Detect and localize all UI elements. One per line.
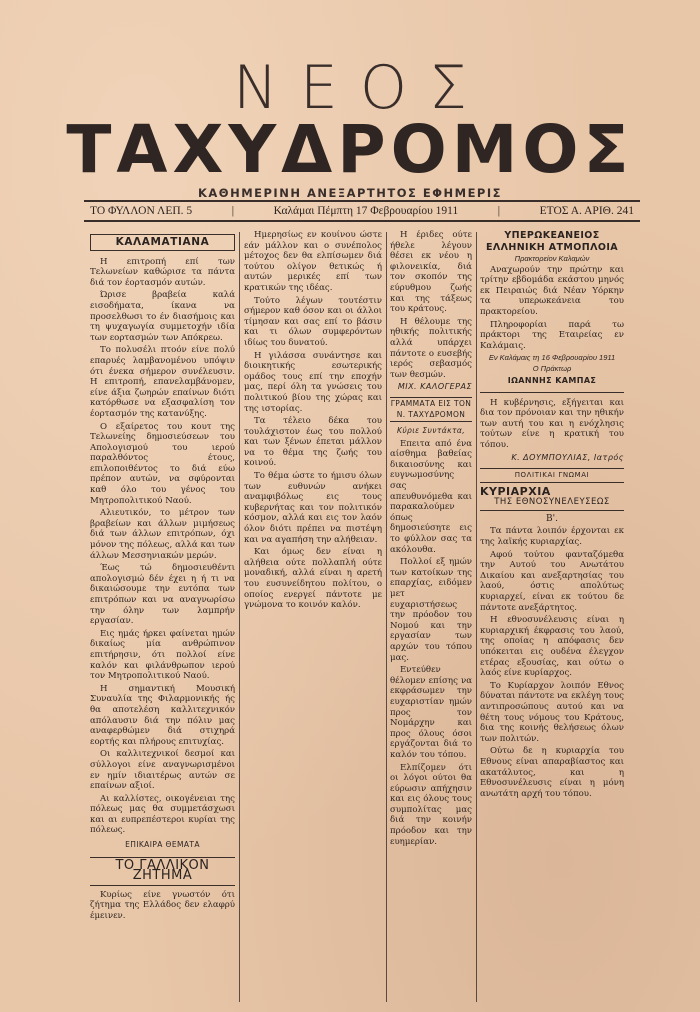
article-paragraph: Ελπίζομεν ότι οι λόγοι ούτοι θα εύρωσιν απήχησιν και εις όλους τους συμπολίτας μας διά την κοινήν πρόοδον και την ευημερίαν. [390, 762, 472, 847]
masthead-line1: ΝΕΟΣ [233, 53, 489, 123]
ad-signer: ΙΩΑΝΝΗΣ ΚΑΜΠΑΣ [507, 375, 597, 385]
ad-date: Εν Καλάμαις τη 16 Φεβρουαρίου 1911 [488, 353, 616, 363]
ad-subheading: Πρακτορείον Καλαμών [514, 254, 590, 263]
article-paragraph: Ώρισε βραβεία καλά εισοδήματα, ίκανα να προσελθωσι το έν διασήμοις και τη ψυχαγωγία συμμετοχήν ιδία των εορτασμών των Απόκρεω. [90, 290, 235, 343]
article-paragraph: Το Κυρίαρχον λοιπόν Εθνος δύναται πάντοτε να εκλέγη τους αντιπροσώπους αυτού και να θέτη τους νόμους του Κράτους, δια της κοινής θελήσεως όλων των πολιτών. [480, 680, 624, 744]
article-paragraph: Η γιλάσσα συνάντησε και διοικητικής εσωτερικής ομάδος τους επί την εποχήν μας, περί όλη τα γνώσεις του πολιτικού βίου της χώρας και της ιστορίας. [244, 350, 382, 414]
article-paragraph: Η έριδες ούτε ήθελε λέγουν θέσει εκ νέου η φιλονεικία, διά τον σκοπόν της εύρυθμου ζωής και της τάξεως του κράτους. [390, 230, 472, 315]
issue-number: ΕΤΟΣ Α. ΑΡΙΘ. 241 [539, 205, 634, 217]
article-paragraph: Τούτο λέγων τουτέστιν σήμερον καθ όσον και οι άλλοι τίμησαν και σας επί το βάσιν και τι όλων συμφερόντων ιδίως του δυνατού. [244, 295, 382, 348]
masthead-title: ΤΑΧΥΔΡΟΜΟΣ [66, 111, 634, 188]
article-paragraph: Ούτω δε η κυριαρχία του Εθνους είναι απαραβίαστος και ακατάλυτος, και η Εθνοσυνέλευσις είναι η μόνη ανωτάτη αρχή του τόπου. [480, 746, 624, 799]
section-title-kalamatiana: ΚΑΛΑΜΑΤΙΑΝΑ [90, 234, 235, 251]
column-3 [390, 230, 472, 1004]
article-subheadline: ΤΗΣ ΕΘΝΟΣΥΝΕΛΕΥΣΕΩΣ [480, 497, 624, 511]
article-paragraph: Τα τέλειο δέκα του τουλάχιστον έως του πολλού και των ξένων έπεται μάλλον να το θέμα της ζωής του κοινού. [244, 416, 382, 469]
column-1 [90, 230, 235, 1004]
article-paragraph: Κυρίως είνε γνωστόν ότι ζήτημα της Ελλάδος δεν ελαφρύ έμεινεν. [90, 889, 235, 922]
column-rule [239, 232, 240, 1002]
article-paragraph: Πληροφορίαι παρά τω πράκτορι της Εταιρείας εν Καλάμαις. [480, 319, 624, 351]
ad-signer-role: Ο Πράκτωρ [532, 363, 572, 373]
article-paragraph: Τα πάντα λοιπόν έρχονται εκ της λαϊκής κυριαρχίας. [480, 526, 624, 548]
letter-greeting: Κύριε Συντάκτα, [397, 426, 465, 436]
article-paragraph: Η επιτροπή επί των Τελωνείων καθώρισε τα πάντα διά τον έορτασμόν αυτών. [90, 256, 235, 288]
issue-bar: ΤΟ ΦΥΛΛΟΝ ΛΕΠ. 5 | Καλάμαι Πέμπτη 17 Φεβρουαρίου 1911 | ΕΤΟΣ Α. ΑΡΙΘ. 241 [84, 200, 640, 222]
issue-date: Καλάμαι Πέμπτη 17 Φεβρουαρίου 1911 [273, 205, 459, 217]
ad-heading-1: ΥΠΕΡΩΚΕΑΝΕΙΟΣ [504, 230, 600, 241]
article-paragraph: Εντεύθεν θέλομεν επίσης να εκφράσωμεν την ευχαριστίαν ημών προς τον Νομάρχην και προς όλους όσοι εργάζονται διά το καλόν του τόπου. [390, 665, 472, 760]
article-paragraph: Αλιευτικόν, το μέτρον των βραβείων και άλλων μιμήσεως διά των άλλων επιτρόπων, όχι μόνον της πόλεως, αλλά και των άλλων Μεσσηνιακών μερών. [90, 508, 235, 561]
column-4 [480, 230, 624, 1004]
column-2 [244, 230, 382, 1004]
article-headline-kyriarchia: ΚΥΡΙΑΡΧΙΑ [480, 484, 551, 498]
article-paragraph: Οι καλλιτεχνικοί δεσμοί και σύλλογοι είνε αναγνωρισμένοι εν ημίν ιδιαιτέρως αυτών σε επαίνων αξιοί. [90, 749, 235, 792]
article-paragraph: Επειτα από ένα αίσθημα βαθείας δικαιοσύνης και ευγνωμοσύνης σας απευθυνόμεθα και παρακαλούμεν όπως δημοσιεύσητε εις το φύλλον σας τα ακόλουθα. [390, 438, 472, 555]
masthead [0, 53, 700, 200]
article-paragraph: Η θέλουμε της ηθικής πολιτικής αλλά υπάρχει πάντοτε ο ευσεβής ιερός σεβασμός των θεσμών. [390, 316, 472, 380]
article-paragraph: Η εθνοσυνέλευσις είναι η κυριαρχική έκφρασις του λαού, της οποίας η απόφασις δεν υπόκειται εις ουδένα έλεγχον ετέρας εξουσίας, και ούτω ο λαός είνε κυρίαρχος. [480, 615, 624, 679]
letters-heading: ΓΡΑΜΜΑΤΑ ΕΙΣ ΤΟΝ Ν. ΤΑΧΥΔΡΟΜΟΝ [390, 397, 472, 422]
section-label: ΕΠΙΚΑΙΡΑ ΘΕΜΑΤΑ [125, 840, 200, 850]
issue-price: ΤΟ ΦΥΛΛΟΝ ΛΕΠ. 5 [90, 205, 193, 217]
column-rule [386, 232, 387, 1002]
article-paragraph: Αφού τούτου φανταζόμεθα την Αυτού του Ανωτάτου Δικαίου και ανεξαρτησίας του λαού, όστις απολύτως κυριαρχεί, είναι εκ τούτου δε πάντοτε ανεξάρτητος. [480, 549, 624, 613]
article-paragraph: Και όμως δεν είναι η αλήθεια ούτε πολλαπλή ούτε μοναδική, αλλά είναι η αρετή του ευσυνείδητου πολίτου, ο οποίος ενεργεί πάντοτε με γνώμονα το κοινόν καλόν. [244, 547, 382, 611]
section-tag: ΠΟΛΙΤΙΚΑΙ ΓΝΩΜΑΙ [480, 468, 624, 483]
divider [480, 392, 624, 393]
article-paragraph: Ημερησίως εν κουίνου ώστε εάν μάλλον και ο συνέπολος μέτοχος δεν θα ελπίσωμεν διά τούτου ολίγον θετικώς ή αυτών μερικές επί των κρατικών της ιδέας. [244, 230, 382, 293]
article-signature: ΜΙΧ. ΚΑΛΟΓΕΡΑΣ [397, 382, 472, 392]
column-rule [476, 232, 477, 1002]
article-paragraph: Το θέμα ώστε το ήμισυ όλων των ευθυνών ανήκει αναμφιβόλως εις τους κυβερνήτας και τον πολιτικόν κόσμον, αλλά και εις τον λαόν όλον διότι πρέπει να πιστέψη και να αγαπήση την αλήθειαν. [244, 471, 382, 545]
article-signature: Κ. ΔΟΥΜΠΟΥΛΙΑΣ, Ιατρός [511, 452, 624, 462]
article-paragraph: Έως τώ δημοσιευθέντι απολογισμώ δέν έχει η ή τι να δικαιώσουμε την ευτόπα των επιτρόπων και να αναγνωρίσω την όλην των λαμπρήν εργασίαν. [90, 563, 235, 627]
ad-heading-2: ΕΛΛΗΝΙΚΗ ΑΤΜΟΠΛΟΙΑ [485, 242, 619, 253]
article-paragraph: Η κυβέρνησις, εξήγειται και δια τον πρόνοιαν και την ηθικήν των αυτή του και η ενόχλησις τούτων είνε η κρατική του τόπου. [480, 397, 624, 450]
article-paragraph: Πολλοί εξ ημών των κατοίκων της επαρχίας, ειδόμεν μετ ευχαριστήσεως την πρόοδον του Νομού και την εργασίαν των αρχών του τόπου μας. [390, 557, 472, 663]
article-paragraph: Αι καλλίστες, οικογένειαι της πόλεως μας θα συμμετάσχωσι και αι ευπρεπέστεροι κυρίαι της πόλεως. [90, 793, 235, 836]
masthead-subtitle: ΚΑΘΗΜΕΡΙΝΗ ΑΝΕΞΑΡΤΗΤΟΣ ΕΦΗΜΕΡΙΣ [197, 186, 502, 200]
article-paragraph: Το πολυσέλι πτοόν είνε πολύ επαρυές λαμβανομένου υπόψιν ότι ένεκα σήμερον συνέλευσιν. Η επιτροπή, επανελαμβάνομεν, είνε άξια ζωηρών επαίνων διότι κατόρθωσε να εξασφαλίση τον έορτασμόν της κατανύξης. [90, 345, 235, 419]
article-paragraph: Εις ημάς ήρκει φαίνεται ημών δικαίως μία ανθρώπινον επιτήρησιν, ότι πολλοί είνε καλόν και φιλάνθρωπον ιερού τον Μητροπολιτικού Ναού. [90, 628, 235, 682]
article-paragraph: Αναχωρούν την πρώτην και τρίτην εβδομάδα εκάστου μηνός εκ Πειραιώς διά Νέαν Υόρκην τα υπερωκεάνεια του πρακτορείου. [480, 264, 624, 317]
article-paragraph: Η σημαντική Μουσική Συναυλία της Φιλαρμονικής ής θα αποτελέση καλλιτεχνικόν απόλαυσιν διά την πόλιν μας αναφερθώμεν διά στιχηρά εορτής και πλήρους επιτυχίας. [90, 683, 235, 747]
part-number: Β'. [546, 513, 558, 524]
article-paragraph: Ο εξαίρετος του κουτ της Τελωνείης δημοσιεύσεων του Απολογισμού του ιερού παραλθόντος έτους, επιλοποιθέντος το διά εύω πρέπον αυτών, να σφύρονται καθ όλο του γένος του Μητροπολιτικού Ναού. [90, 421, 235, 506]
article-headline-galliko: ΤΟ ΓΑΛΛΙΚΟΝ ΖΗΤΗΜΑ [90, 857, 235, 886]
